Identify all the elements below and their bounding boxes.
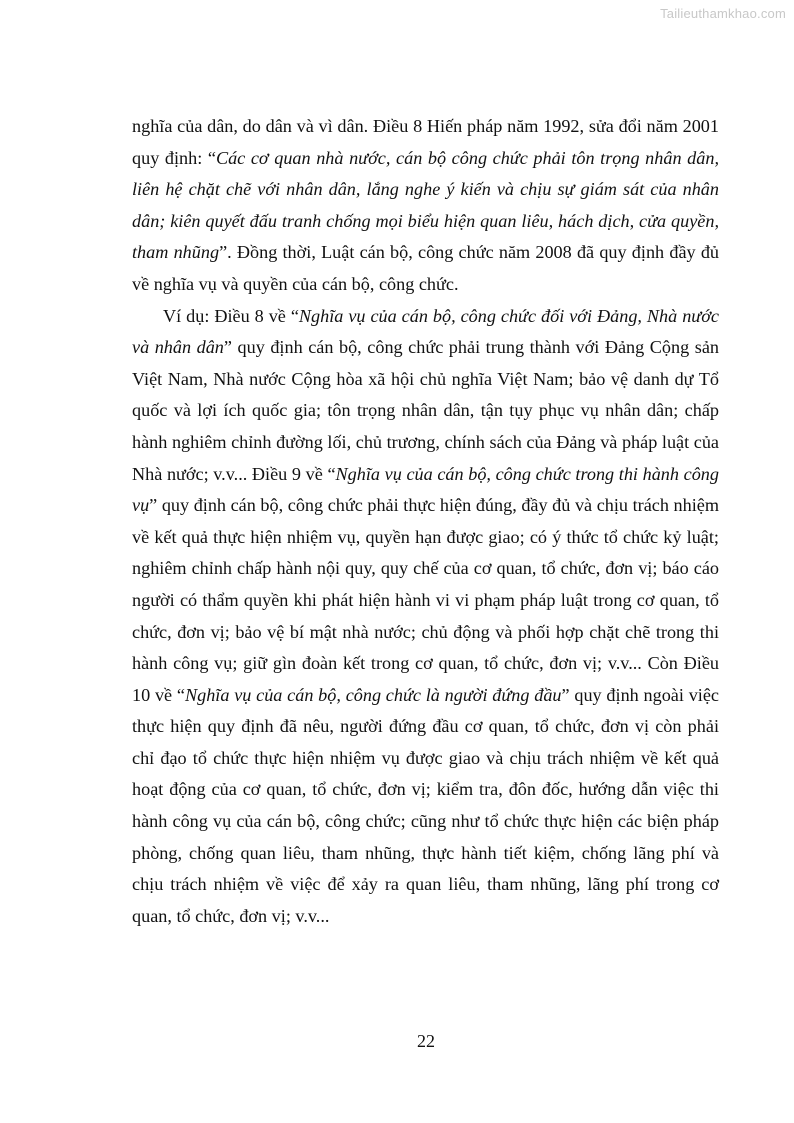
paragraph-1-part-1: nghĩa của dân, do dân và vì dân. Điều 8 Hiến pháp năm 1992, sửa đổi năm 2001 quy định: “: [132, 116, 719, 168]
paragraph-1-part-3: ”. Đồng thời, Luật cán bộ, công chức năm 2008 đã quy định đầy đủ về nghĩa vụ và quyền của cán bộ, công chức.: [132, 242, 720, 294]
paragraph-1-part-2-italic: Các cơ quan nhà nước, cán bộ công chức phải tôn trọng nhân dân, liên hệ chặt chẽ với nhân dân, lắng nghe ý kiến và chịu sự giám sát của nhân dân; kiên quyết đấu tranh chống mọi biểu hiện quan liêu, hách dịch, cửa quyền, tham nhũng: [132, 147, 719, 263]
paragraph-2-part-7: ” quy định ngoài việc thực hiện quy định đã nêu, người đứng đầu cơ quan, tổ chức, đơn vị còn phải chỉ đạo tổ chức thực hiện nhiệm vụ được giao và chịu trách nhiệm về kết quả hoạt động của cơ quan, tổ chức, đơn vị; kiểm tra, đôn đốc, hướng dẫn việc thi hành công vụ của cán bộ, công chức; cũng như tổ chức thực hiện các biện pháp phòng, chống quan liêu, tham nhũng, thực hành tiết kiệm, chống lãng phí và chịu trách nhiệm về việc để xảy ra quan liêu, tham nhũng, lãng phí trong cơ quan, tổ chức, đơn vị; v.v...: [132, 684, 719, 926]
page-body: [132, 111, 719, 932]
page-number: 22: [417, 1031, 435, 1051]
paragraph-2-part-5: ” quy định cán bộ, công chức phải thực hiện đúng, đầy đủ và chịu trách nhiệm về kết quả thực hiện nhiệm vụ, quyền hạn được giao; có ý thức tổ chức kỷ luật; nghiêm chỉnh chấp hành nội quy, quy chế của cơ quan, tổ chức, đơn vị; báo cáo người có thẩm quyền khi phát hiện hành vi vi phạm pháp luật trong cơ quan, tổ chức, đơn vị; bảo vệ bí mật nhà nước; chủ động và phối hợp chặt chẽ trong thi hành công vụ; giữ gìn đoàn kết trong cơ quan, tổ chức, đơn vị; v.v... Còn Điều 10 về “: [132, 495, 719, 705]
paragraph-2-part-4-italic: Nghĩa vụ của cán bộ, công chức trong thi hành công vụ: [132, 463, 719, 516]
paragraph-2-part-1: Ví dụ: Điều 8 về “: [163, 305, 299, 326]
paragraph-2-part-2-italic: Nghĩa vụ của cán bộ, công chức đối với Đảng, Nhà nước và nhân dân: [132, 305, 719, 358]
paragraph-2-part-3: ” quy định cán bộ, công chức phải trung thành với Đảng Cộng sản Việt Nam, Nhà nước Cộng hòa xã hội chủ nghĩa Việt Nam; bảo vệ danh dự Tổ quốc và lợi ích quốc gia; tôn trọng nhân dân, tận tụy phục vụ nhân dân; chấp hành nghiêm chỉnh đường lối, chủ trương, chính sách của Đảng và pháp luật của Nhà nước; v.v... Điều 9 về “: [132, 337, 719, 484]
paragraph-2-part-6-italic: Nghĩa vụ của cán bộ, công chức là người đứng đầu: [184, 684, 562, 705]
paragraph-2: [132, 301, 719, 933]
paragraph-1: [132, 111, 719, 301]
watermark-text: Tailieuthamkhao.com: [660, 6, 786, 21]
